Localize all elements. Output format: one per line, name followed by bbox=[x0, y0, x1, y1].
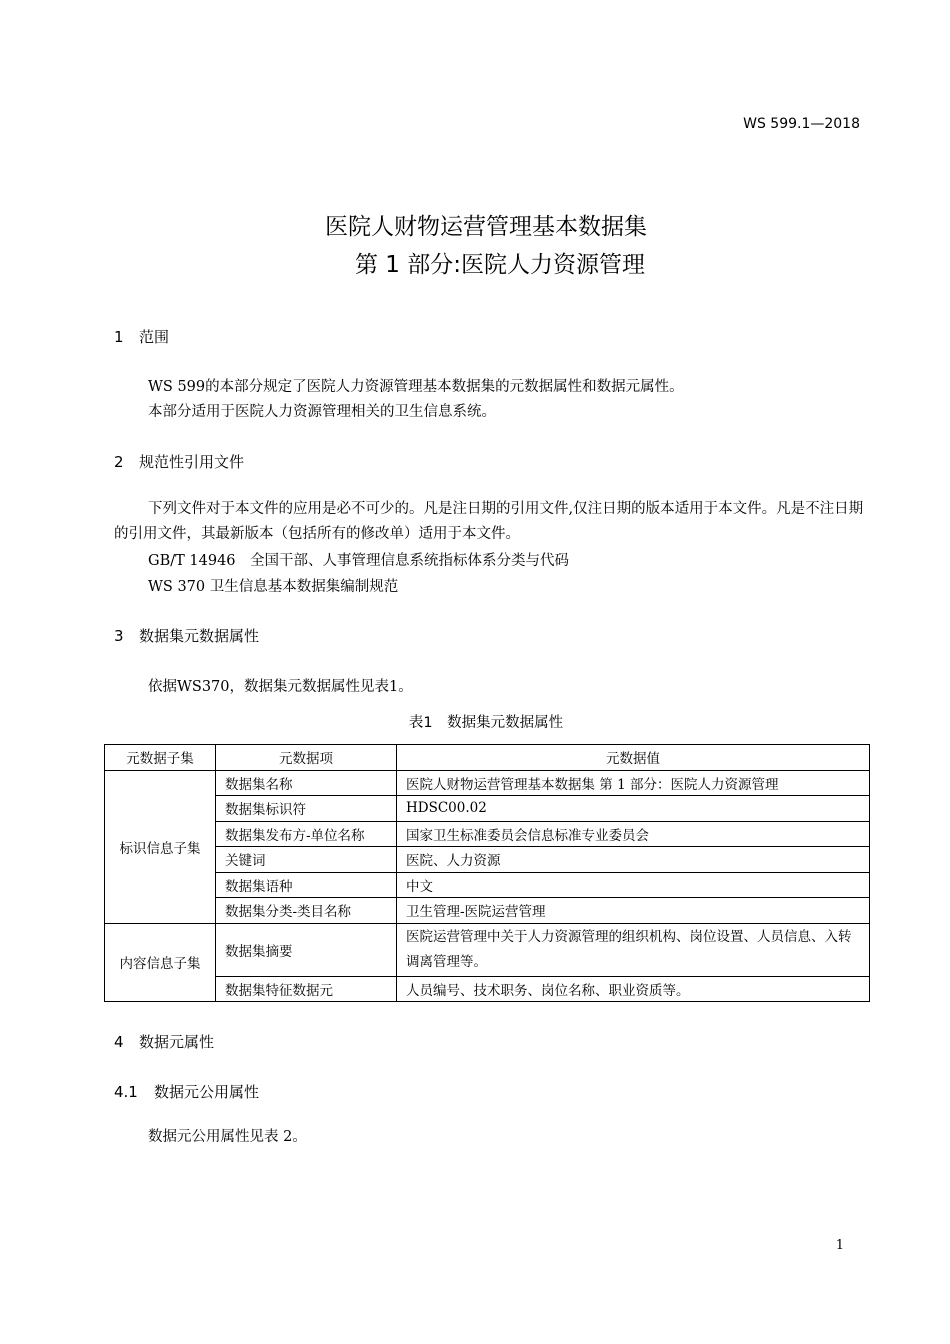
metadata-table bbox=[104, 744, 870, 1002]
value-cell: 医院人财物运营管理基本数据集 第 1 部分：医院人力资源管理 bbox=[397, 770, 870, 796]
value-cell: 中文 bbox=[397, 872, 870, 898]
section-title: 数据元公用属性 bbox=[154, 1083, 260, 1101]
table-row bbox=[105, 872, 870, 898]
section-number: 4 bbox=[114, 1033, 124, 1051]
item-cell: 数据集发布方-单位名称 bbox=[216, 821, 397, 847]
item-cell: 数据集名称 bbox=[216, 770, 397, 796]
table-row bbox=[105, 976, 870, 1002]
table-row bbox=[105, 770, 870, 796]
item-cell: 数据集摘要 bbox=[216, 923, 397, 976]
value-cell: 医院、人力资源 bbox=[397, 847, 870, 873]
table-1-caption: 表1 数据集元数据属性 bbox=[408, 715, 564, 731]
section-4-1-paragraph: 数据元公用属性见表 2。 bbox=[148, 1129, 307, 1145]
value-cell: HDSC00.02 bbox=[397, 796, 870, 822]
section-number: 4.1 bbox=[114, 1083, 138, 1101]
normative-reference-1: GB/T 14946 全国干部、人事管理信息系统指标体系分类与代码 bbox=[148, 553, 570, 569]
table-header-row bbox=[105, 745, 870, 771]
table-row bbox=[105, 923, 870, 976]
table-row bbox=[105, 898, 870, 924]
section-number: 2 bbox=[114, 453, 124, 471]
item-cell: 数据集语种 bbox=[216, 872, 397, 898]
section-1-paragraph-1: WS 599的本部分规定了医院人力资源管理基本数据集的元数据属性和数据元属性。 bbox=[148, 379, 684, 395]
section-title: 数据元属性 bbox=[139, 1033, 215, 1051]
section-2-heading bbox=[114, 451, 244, 472]
section-title: 规范性引用文件 bbox=[139, 453, 245, 471]
section-1-paragraph-2: 本部分适用于医院人力资源管理相关的卫生信息系统。 bbox=[148, 404, 496, 420]
normative-reference-2: WS 370 卫生信息基本数据集编制规范 bbox=[148, 579, 399, 595]
table-row bbox=[105, 847, 870, 873]
section-3-heading bbox=[114, 625, 259, 646]
section-4-heading bbox=[114, 1031, 214, 1052]
table-header-cell: 元数据项 bbox=[216, 745, 397, 771]
subset-content: 内容信息子集 bbox=[105, 923, 216, 1002]
table-header-cell: 元数据子集 bbox=[105, 745, 216, 771]
subset-identification: 标识信息子集 bbox=[105, 770, 216, 923]
section-1-heading bbox=[114, 326, 169, 347]
section-number: 1 bbox=[114, 328, 124, 346]
value-cell: 卫生管理-医院运营管理 bbox=[397, 898, 870, 924]
table-row bbox=[105, 821, 870, 847]
section-4-1-heading bbox=[114, 1081, 259, 1102]
section-3-paragraph: 依据WS370，数据集元数据属性见表1。 bbox=[148, 679, 413, 695]
document-title-line-1: 医院人财物运营管理基本数据集 bbox=[325, 214, 647, 240]
item-cell: 数据集标识符 bbox=[216, 796, 397, 822]
standard-code: WS 599.1—2018 bbox=[743, 116, 860, 132]
section-title: 范围 bbox=[139, 328, 170, 346]
section-2-intro: 下列文件对于本文件的应用是必不可少的。凡是注日期的引用文件,仅注日期的版本适用于本文件。凡是不注日期的引用文件，其最新版本（包括所有的修改单）适用于本文件。 bbox=[114, 501, 864, 542]
table-header-cell: 元数据值 bbox=[397, 745, 870, 771]
section-title: 数据集元数据属性 bbox=[139, 627, 260, 645]
item-cell: 数据集分类-类目名称 bbox=[216, 898, 397, 924]
document-title-line-2: 第 1 部分:医院人力资源管理 bbox=[354, 252, 645, 278]
item-cell: 数据集特征数据元 bbox=[216, 976, 397, 1002]
value-cell: 人员编号、技术职务、岗位名称、职业资质等。 bbox=[397, 976, 870, 1002]
page-number: 1 bbox=[835, 1238, 844, 1253]
value-cell: 国家卫生标准委员会信息标准专业委员会 bbox=[397, 821, 870, 847]
section-number: 3 bbox=[114, 627, 124, 645]
item-cell: 关键词 bbox=[216, 847, 397, 873]
table-row bbox=[105, 796, 870, 822]
value-cell: 医院运营管理中关于人力资源管理的组织机构、岗位设置、人员信息、入转调离管理等。 bbox=[397, 923, 870, 976]
